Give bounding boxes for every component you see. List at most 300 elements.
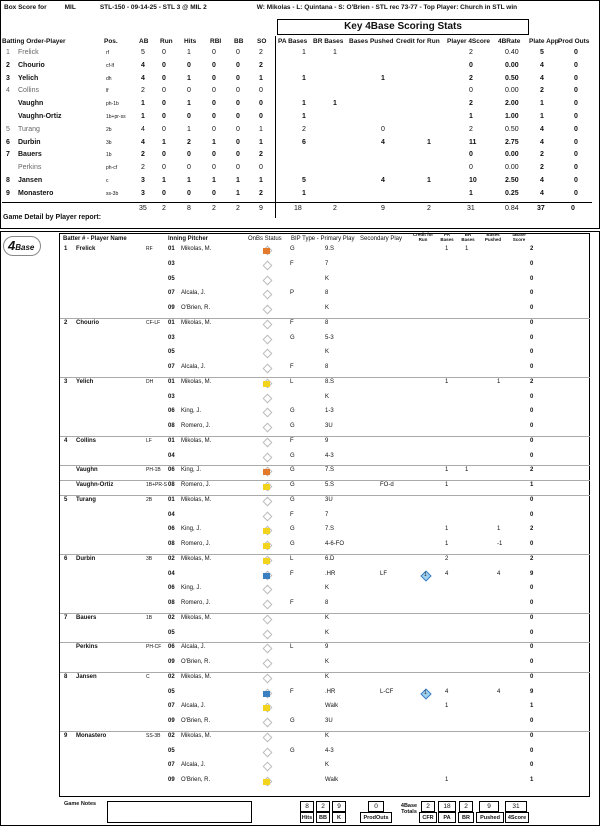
- detail-cell-name: Monastero: [76, 732, 107, 739]
- col-bip: BIP Type - Primary Play: [291, 236, 355, 242]
- key-stats-title: Key 4Base Scoring Stats: [277, 19, 529, 35]
- detail-row: [60, 747, 590, 759]
- box-cell-br: 1: [333, 100, 337, 108]
- detail-cell-push: 4: [497, 570, 501, 577]
- col-rbi: RBI: [210, 38, 222, 45]
- box-cell-bb: 0: [236, 61, 240, 69]
- total-hits: 8: [300, 801, 314, 812]
- detail-cell-cfr: 1: [424, 689, 427, 696]
- detail-cell-pitcher: Mikolas, M.: [181, 555, 212, 562]
- box-cell-app: 2: [540, 151, 544, 159]
- box-cell-score: 2: [469, 125, 473, 133]
- detail-cell-score: 0: [530, 614, 534, 621]
- box-cell-hits: 0: [187, 61, 191, 69]
- onbase-marker-icon: [263, 543, 270, 549]
- box-cell-run: 1: [162, 177, 166, 184]
- detail-cell-play: 9.S: [325, 246, 335, 252]
- col-4brate: 4BRate: [498, 38, 521, 45]
- detail-cell-inn: 07: [168, 364, 175, 370]
- label-bb: BB: [316, 812, 330, 823]
- detail-cell-bip: G: [290, 526, 295, 533]
- col-pushed-detail: Bases Pushed: [484, 232, 502, 242]
- detail-cell-score: 1: [530, 482, 534, 488]
- box-cell-name: Bauers: [18, 151, 42, 159]
- col-onbase: OnBs Status: [248, 236, 282, 242]
- total-4score: 31: [505, 801, 527, 812]
- box-cell-rate: 0.00: [505, 151, 519, 159]
- detail-row: [60, 289, 590, 301]
- onbase-diamond-icon: [263, 747, 273, 757]
- detail-cell-inn: 05: [168, 688, 175, 695]
- detail-cell-inn: 01: [168, 496, 175, 503]
- detail-cell-pitcher: Alcala, J.: [181, 290, 206, 297]
- box-cell-rate: 2.75: [505, 138, 519, 146]
- onbase-diamond-icon: [263, 644, 273, 654]
- detail-cell-score: 0: [530, 393, 534, 400]
- detail-row: [60, 570, 590, 582]
- box-score-row: [2, 139, 592, 151]
- detail-cell-pitcher: Mikolas, M.: [181, 732, 212, 739]
- detail-cell-pa: 1: [445, 541, 449, 547]
- box-cell-run: 0: [162, 113, 166, 120]
- box-cell-score: 0: [469, 87, 473, 95]
- detail-cell-inn: 09: [168, 718, 175, 724]
- label-prod-outs: ProdOuts: [360, 812, 392, 823]
- box-cell-rbi: 0: [212, 113, 216, 120]
- onbase-diamond-icon: [263, 393, 273, 403]
- detail-cell-bip: G: [290, 467, 295, 474]
- col-bb: BB: [234, 38, 244, 45]
- detail-cell-pa: 1: [445, 378, 449, 385]
- detail-cell-bip: G: [290, 747, 295, 754]
- box-cell-app: 5: [540, 49, 544, 56]
- detail-cell-bip: G: [290, 408, 295, 415]
- onbase-diamond-icon: [263, 334, 273, 344]
- detail-cell-name: Chourio: [76, 319, 99, 326]
- onbase-diamond-icon: [263, 762, 273, 772]
- detail-row: [60, 437, 590, 449]
- detail-cell-pitcher: Alcala, J.: [181, 703, 206, 710]
- detail-cell-pitcher: Romero, J.: [181, 423, 211, 429]
- detail-cell-sec: L-CF: [380, 688, 394, 695]
- box-cell-pa: 2: [302, 125, 306, 133]
- detail-cell-pa: 4: [445, 688, 449, 695]
- detail-cell-score: 0: [530, 260, 534, 267]
- box-cell-outs: 0: [574, 61, 578, 69]
- detail-cell-inn: 03: [168, 334, 175, 341]
- detail-cell-pos: 3B: [146, 555, 153, 562]
- onbase-marker-icon: [263, 248, 270, 254]
- box-cell-run: 0: [162, 61, 166, 69]
- detail-cell-sec: FO-d: [380, 482, 394, 488]
- box-cell-bb: 1: [236, 189, 240, 197]
- detail-cell-inn: 06: [168, 408, 175, 415]
- detail-row: [60, 245, 590, 257]
- detail-cell-inn: 02: [168, 614, 175, 621]
- detail-cell-score: 0: [530, 585, 534, 592]
- box-cell-rate: 1.00: [505, 113, 519, 120]
- box-cell-pos: lf: [106, 88, 109, 95]
- box-score-row: [2, 75, 592, 87]
- detail-cell-score: 0: [530, 408, 534, 415]
- col-secondary: Secondary Play: [360, 236, 403, 242]
- box-cell-pa: 1: [302, 189, 306, 197]
- label-hits: Hits: [300, 812, 314, 823]
- detail-row: [60, 540, 590, 552]
- detail-cell-pitcher: Mikolas, M.: [181, 378, 212, 385]
- box-cell-pos: rf: [106, 50, 110, 56]
- box-cell-push: 1: [381, 74, 385, 82]
- detail-cell-play: 8: [325, 364, 329, 370]
- detail-cell-play: 6.D: [325, 555, 335, 562]
- detail-cell-push: -1: [497, 541, 503, 547]
- detail-cell-pa: 1: [445, 777, 449, 783]
- box-cell-pa: 1: [302, 113, 306, 120]
- onbase-diamond-icon: [263, 364, 273, 374]
- box-cell-pos: cf-lf: [106, 62, 115, 69]
- detail-row: [60, 688, 590, 700]
- detail-cell-play: 8.S: [325, 378, 335, 385]
- onbase-diamond-icon: [263, 319, 273, 329]
- detail-cell-score: 0: [530, 364, 534, 370]
- detail-cell-inn: 01: [168, 246, 175, 252]
- box-cell-bb: 0: [236, 138, 240, 146]
- detail-cell-score: 0: [530, 644, 534, 651]
- detail-cell-bip: L: [290, 555, 294, 562]
- detail-cell-inn: 06: [168, 644, 175, 651]
- detail-cell-score: 0: [530, 334, 534, 341]
- detail-row: [60, 393, 590, 405]
- detail-cell-push: 1: [497, 526, 501, 533]
- col-so: SO: [257, 38, 267, 45]
- detail-cell-score: 2: [530, 555, 534, 562]
- detail-cell-inn: 07: [168, 762, 175, 769]
- onbase-diamond-icon: [263, 659, 273, 669]
- box-cell-app: 4: [540, 61, 544, 69]
- detail-cell-play: .HR: [325, 688, 336, 695]
- box-cell-app: 2: [540, 164, 544, 172]
- detail-cell-bip: F: [290, 437, 294, 444]
- box-cell-name: Yelich: [18, 74, 39, 82]
- onbase-diamond-icon: [263, 423, 273, 433]
- box-cell-so: 2: [259, 61, 263, 69]
- box-cell-order: 2: [6, 61, 10, 69]
- box-cell-ab: 5: [141, 49, 145, 56]
- detail-cell-score: 9: [530, 570, 534, 577]
- total-pa: 18: [438, 801, 456, 812]
- total-br: 2: [459, 801, 473, 812]
- detail-cell-bip: F: [290, 600, 294, 606]
- detail-cell-pitcher: King, J.: [181, 585, 202, 592]
- detail-row: [60, 378, 590, 390]
- box-cell-so: 1: [259, 138, 263, 146]
- detail-cell-inn: 03: [168, 260, 175, 267]
- box-cell-ab: 1: [141, 113, 145, 120]
- box-cell-rbi: 0: [212, 189, 216, 197]
- box-cell-hits: 0: [187, 164, 191, 172]
- detail-cell-score: 0: [530, 452, 534, 459]
- onbase-marker-icon: [263, 705, 270, 711]
- detail-cell-pa: 1: [445, 703, 449, 710]
- box-score-row: [2, 100, 592, 112]
- box-score-row: [2, 177, 592, 189]
- detail-cell-score: 0: [530, 437, 534, 444]
- box-cell-hits: 1: [187, 100, 191, 108]
- box-cell-so: 0: [259, 164, 263, 172]
- box-score-label: Box Score for: [4, 4, 47, 11]
- box-cell-hits: 1: [187, 74, 191, 82]
- box-cell-so: 2: [259, 189, 263, 197]
- detail-cell-pitcher: O'Brien, R.: [181, 659, 211, 665]
- onbase-marker-icon: [263, 573, 270, 579]
- box-cell-pos: 3b: [106, 139, 112, 146]
- detail-row: [60, 555, 590, 567]
- detail-cell-inn: 05: [168, 349, 175, 356]
- col-player-4score: Player 4Score: [447, 38, 491, 45]
- detail-cell-name: Vaughn: [76, 467, 98, 474]
- detail-cell-play: K: [325, 349, 330, 356]
- detail-cell-inn: 01: [168, 378, 175, 385]
- detail-row: [60, 643, 590, 655]
- detail-cell-play: 7: [325, 260, 329, 267]
- detail-cell-pitcher: Mikolas, M.: [181, 319, 212, 326]
- box-cell-run: 0: [162, 189, 166, 197]
- detail-cell-num: 9: [64, 732, 68, 739]
- detail-row: [60, 599, 590, 611]
- detail-cell-bip: F: [290, 319, 294, 326]
- box-cell-score: 10: [469, 177, 477, 184]
- box-cell-app: 4: [540, 138, 544, 146]
- box-cell-rate: 0.00: [505, 164, 519, 172]
- detail-cell-play: 3U: [325, 496, 333, 503]
- detail-cell-pos: 2B: [146, 496, 153, 503]
- detail-cell-pitcher: Mikolas, M.: [181, 673, 212, 680]
- box-cell-so: 0: [259, 113, 263, 120]
- detail-cell-inn: 02: [168, 732, 175, 739]
- box-cell-run: 0: [162, 100, 166, 108]
- detail-cell-pitcher: King, J.: [181, 408, 202, 415]
- onbase-diamond-icon: [263, 600, 273, 610]
- detail-cell-inn: 01: [168, 437, 175, 444]
- detail-row: [60, 275, 590, 287]
- box-cell-outs: 0: [574, 138, 578, 146]
- box-cell-score: 0: [469, 164, 473, 172]
- detail-cell-num: 8: [64, 673, 68, 680]
- box-cell-pa: 6: [302, 138, 306, 146]
- detail-row: [60, 761, 590, 773]
- box-cell-rate: 2.00: [505, 100, 519, 108]
- onbase-diamond-icon: [263, 349, 273, 359]
- detail-row: [60, 776, 590, 788]
- detail-cell-bip: F: [290, 688, 294, 695]
- detail-cell-score: 0: [530, 659, 534, 665]
- box-cell-rbi: 0: [212, 61, 216, 69]
- detail-row: [60, 466, 590, 478]
- label-4score: 4Score: [505, 812, 529, 823]
- box-totals-row: 35 2 8 2 2 9 18 2 9 2 31 0.84 37 0: [139, 205, 575, 212]
- detail-cell-inn: 02: [168, 673, 175, 680]
- detail-cell-name: Vaughn-Ortiz: [76, 482, 114, 488]
- detail-cell-inn: 04: [168, 452, 175, 459]
- box-cell-pos: 1b+pr-ss: [106, 114, 126, 120]
- box-cell-bb: 0: [236, 113, 240, 120]
- box-score-row: [2, 190, 592, 202]
- detail-cell-pa: 1: [445, 467, 449, 474]
- col-player: Batting Order-Player: [2, 38, 66, 45]
- box-cell-ab: 1: [141, 100, 145, 108]
- box-cell-bb: 0: [236, 49, 240, 56]
- detail-cell-bip: G: [290, 246, 295, 252]
- detail-cell-pos: SS-3B: [146, 732, 161, 739]
- detail-row: [60, 348, 590, 360]
- box-cell-hits: 1: [187, 125, 191, 133]
- box-cell-rbi: 0: [212, 164, 216, 172]
- box-cell-run: 0: [162, 125, 166, 133]
- detail-cell-name: Durbin: [76, 555, 96, 562]
- box-score-row: [2, 151, 592, 163]
- detail-cell-pos: 1B: [146, 614, 153, 621]
- box-cell-rate: 0.50: [505, 125, 519, 133]
- detail-cell-pos: RF: [146, 246, 153, 252]
- detail-cell-pa: 2: [445, 555, 449, 562]
- detail-cell-score: 1: [530, 777, 534, 783]
- detail-cell-pitcher: Romero, J.: [181, 482, 211, 488]
- box-score-row: [2, 87, 592, 99]
- box-cell-ab: 3: [141, 189, 145, 197]
- detail-cell-pitcher: King, J.: [181, 526, 202, 533]
- detail-row: [60, 702, 590, 714]
- detail-cell-bip: F: [290, 260, 294, 267]
- box-cell-outs: 0: [574, 49, 578, 56]
- game-notes-box: [107, 801, 252, 823]
- detail-cell-inn: 05: [168, 747, 175, 754]
- detail-cell-score: 2: [530, 526, 534, 533]
- box-cell-outs: 0: [574, 113, 578, 120]
- box-cell-rate: 0.00: [505, 61, 519, 69]
- box-cell-rate: 0.40: [505, 49, 519, 56]
- col-pos: Pos.: [104, 38, 118, 45]
- detail-cell-pa: 1: [445, 246, 449, 252]
- detail-row: [60, 629, 590, 641]
- detail-cell-play: 5-3: [325, 334, 334, 341]
- col-cfr: Credit for Run: [396, 38, 440, 45]
- detail-cell-play: K: [325, 614, 330, 621]
- box-cell-br: 1: [333, 49, 337, 56]
- onbase-diamond-icon: [263, 275, 273, 285]
- box-cell-pa: 1: [302, 100, 306, 108]
- detail-cell-name: Perkins: [76, 644, 98, 651]
- detail-row: [60, 304, 590, 316]
- box-cell-app: 4: [540, 125, 544, 133]
- box-cell-rbi: 1: [212, 138, 216, 146]
- detail-cell-inn: 09: [168, 305, 175, 311]
- detail-row: [60, 658, 590, 670]
- detail-cell-play: Walk: [325, 703, 339, 710]
- detail-cell-score: 0: [530, 541, 534, 547]
- box-cell-rate: 0.00: [505, 87, 519, 95]
- detail-cell-bip: L: [290, 644, 294, 651]
- total-bb: 2: [316, 801, 330, 812]
- detail-cell-play: K: [325, 585, 330, 592]
- detail-row: [60, 496, 590, 508]
- box-cell-bb: 0: [236, 87, 240, 95]
- detail-cell-play: K: [325, 275, 330, 282]
- box-cell-pa: 5: [302, 177, 306, 184]
- detail-cell-br: 1: [465, 246, 469, 252]
- detail-cell-inn: 06: [168, 585, 175, 592]
- onbase-diamond-icon: [263, 673, 273, 683]
- box-cell-ab: 3: [141, 177, 145, 184]
- box-cell-app: 1: [540, 100, 544, 108]
- box-cell-push: 0: [381, 125, 385, 133]
- box-cell-score: 11: [469, 138, 477, 146]
- box-cell-push: 4: [381, 177, 385, 184]
- detail-cell-score: 0: [530, 732, 534, 739]
- detail-row: [60, 732, 590, 744]
- detail-row: [60, 260, 590, 272]
- box-score-row: [2, 49, 592, 61]
- detail-cell-inn: 03: [168, 393, 175, 400]
- box-cell-run: 0: [162, 164, 166, 172]
- detail-cell-play: K: [325, 659, 330, 665]
- detail-cell-num: 6: [64, 555, 68, 562]
- box-cell-outs: 0: [574, 151, 578, 159]
- box-score-row: [2, 62, 592, 74]
- box-cell-hits: 1: [187, 49, 191, 56]
- detail-cell-play: K: [325, 305, 330, 311]
- detail-row: [60, 584, 590, 596]
- detail-cell-play: 7.S: [325, 526, 335, 533]
- detail-cell-play: K: [325, 393, 330, 400]
- detail-cell-num: 3: [64, 378, 68, 385]
- label-pa: PA: [438, 812, 456, 823]
- detail-cell-score: 0: [530, 319, 534, 326]
- detail-row: [60, 363, 590, 375]
- detail-cell-br: 1: [465, 467, 469, 474]
- col-prod-outs: Prod Outs: [558, 38, 590, 45]
- result-line: W: Mikolas - L: Quintana - S: O'Brien - STL rec 73-77 - Top Player: Church in STL win: [256, 4, 518, 11]
- detail-cell-score: 0: [530, 496, 534, 503]
- detail-cell-pitcher: Alcala, J.: [181, 762, 206, 769]
- box-cell-order: 5: [6, 125, 10, 133]
- box-cell-cfr: 1: [427, 138, 431, 146]
- box-cell-hits: 1: [187, 177, 191, 184]
- detail-cell-bip: F: [290, 511, 294, 518]
- detail-cell-inn: 09: [168, 777, 175, 783]
- detail-cell-inn: 06: [168, 526, 175, 533]
- detail-cell-pos: CF-LF: [146, 319, 161, 326]
- box-cell-name: Frelick: [18, 49, 39, 56]
- box-cell-score: 1: [469, 189, 473, 197]
- detail-cell-score: 9: [530, 688, 534, 695]
- game-notes-label: Game Notes: [64, 801, 97, 807]
- detail-cell-inn: 01: [168, 319, 175, 326]
- box-cell-rbi: 1: [212, 177, 216, 184]
- detail-cell-pos: DH: [146, 378, 154, 385]
- onbase-diamond-icon: [263, 585, 273, 595]
- box-cell-run: 0: [162, 87, 166, 95]
- col-inning-pitcher: Inning Pitcher: [168, 236, 209, 242]
- box-cell-rbi: 0: [212, 87, 216, 95]
- box-cell-name: Durbin: [18, 138, 41, 146]
- col-br-detail: BR Bases: [461, 232, 475, 242]
- detail-cell-bip: F: [290, 364, 294, 370]
- detail-cell-pitcher: Mikolas, M.: [181, 614, 212, 621]
- detail-cell-name: Collins: [76, 437, 97, 444]
- box-cell-outs: 0: [574, 87, 578, 95]
- onbase-diamond-icon: [263, 452, 273, 462]
- col-bases-pushed: Bases Pushed: [349, 38, 394, 45]
